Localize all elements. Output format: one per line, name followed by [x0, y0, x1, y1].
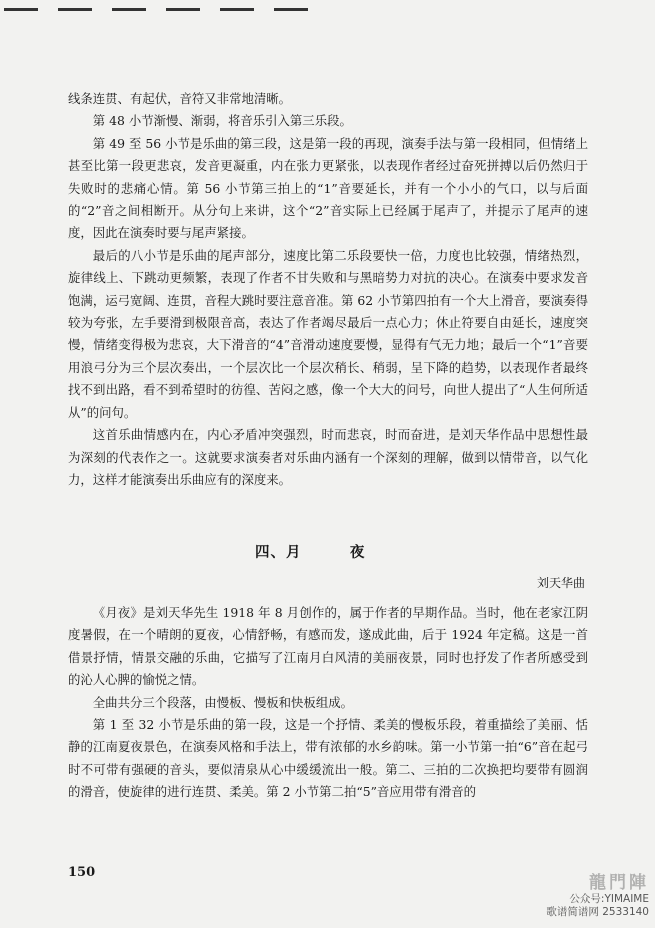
watermark-account: 公众号:YIMAIME	[569, 893, 649, 905]
composer-credit: 刘天华曲	[536, 576, 585, 590]
paragraph: 线条连贯、有起伏，音符又非常地清晰。	[68, 91, 292, 106]
top-rule	[0, 0, 655, 14]
body-text-top	[68, 88, 588, 491]
paragraph: 《月夜》是刘天华先生 1918 年 8 月创作的，属于作者的早期作品。当时，他在老家江阴度暑假，在一个晴朗的夏夜，心情舒畅，有感而发，遂成此曲，后于 1924 年定稿。这是一首借景抒情，情景交融的乐曲，它描写了江南月白风清的美丽夜景，同时也抒发了作者所感受到的沁人心脾的愉悦之情。	[68, 605, 588, 688]
top-rule-segment	[274, 8, 308, 11]
top-rule-segment	[112, 8, 146, 11]
watermark	[514, 868, 649, 919]
paragraph: 最后的八小节是乐曲的尾声部分，速度比第二乐段要快一倍，力度也比较强，情绪热烈，旋律线上、下跳动更频繁，表现了作者不甘失败和与黑暗势力对抗的决心。在演奏中要求发音饱满，运弓宽阔、连贯，音程大跳时要注意音准。第 62 小节第四拍有一个大上滑音，要演奏得较为夸张，左手要滑到极限音高，表达了作者竭尽最后一点心力；休止符要自由延长，速度突慢，情绪变得极为悲哀，大下滑音的“4”音滑动速度要慢，显得有气无力地；最后一个“1”音要用浪弓分为三个层次奏出，一个层次比一个层次稍长、稍弱，呈下降的趋势，以表现作者最终找不到出路，看不到希望时的彷徨、苦闷之感，像一个大大的问号，向世人提出了“人生何所适从”的问句。	[68, 247, 588, 420]
paragraph: 第 49 至 56 小节是乐曲的第三段，这是第一段的再现，演奏手法与第一段相同，但情绪上甚至比第一段更悲哀，发音更凝重，内在张力更紧张，以表现作者经过奋死拼搏以后仍然归于失败时的悲痛心情。第 56 小节第三拍上的“1”音要延长，并有一个小小的气口，以与后面的“2”音之间相断开。从分句上来讲，这个“2”音实际上已经属于尾声了，并提示了尾声的速度，因此在演奏时要与尾声紧接。	[68, 135, 588, 241]
section-title: 四、月 夜	[255, 544, 366, 561]
paragraph: 第 48 小节渐慢、渐弱，将音乐引入第三乐段。	[92, 113, 352, 129]
page-number: 150	[68, 865, 96, 880]
paragraph: 第 1 至 32 小节是乐曲的第一段，这是一个抒情、柔美的慢板乐段，着重描绘了美丽、恬静的江南夏夜景色，在演奏风格和手法上，带有浓郁的水乡韵味。第一小节第一拍“6”音在起弓时不可带有强硬的音头，要似清泉从心中缓缓流出一般。第二、三拍的二次换把均要带有圆润的滑音，使旋律的进行连贯、柔美。第 2 小节第二拍“5”音应用带有滑音的	[68, 717, 588, 800]
top-rule-segment	[4, 8, 38, 11]
top-rule-segment	[58, 8, 92, 11]
body-text-bottom	[68, 602, 588, 804]
paragraph: 全曲共分三个段落，由慢板、慢板和快板组成。	[92, 694, 353, 710]
top-rule-segment	[220, 8, 254, 11]
watermark-logo: 龍門陣	[589, 873, 649, 893]
watermark-site: 歌谱简谱网 2533140	[546, 906, 649, 918]
paragraph: 这首乐曲情感内在，内心矛盾冲突强烈，时而悲哀，时而奋进，是刘天华作品中思想性最为深刻的代表作之一。这就要求演奏者对乐曲内涵有一个深刻的理解，做到以情带音，以气化力，这样才能演奏出乐曲应有的深度来。	[68, 427, 588, 487]
top-rule-segment	[166, 8, 200, 11]
